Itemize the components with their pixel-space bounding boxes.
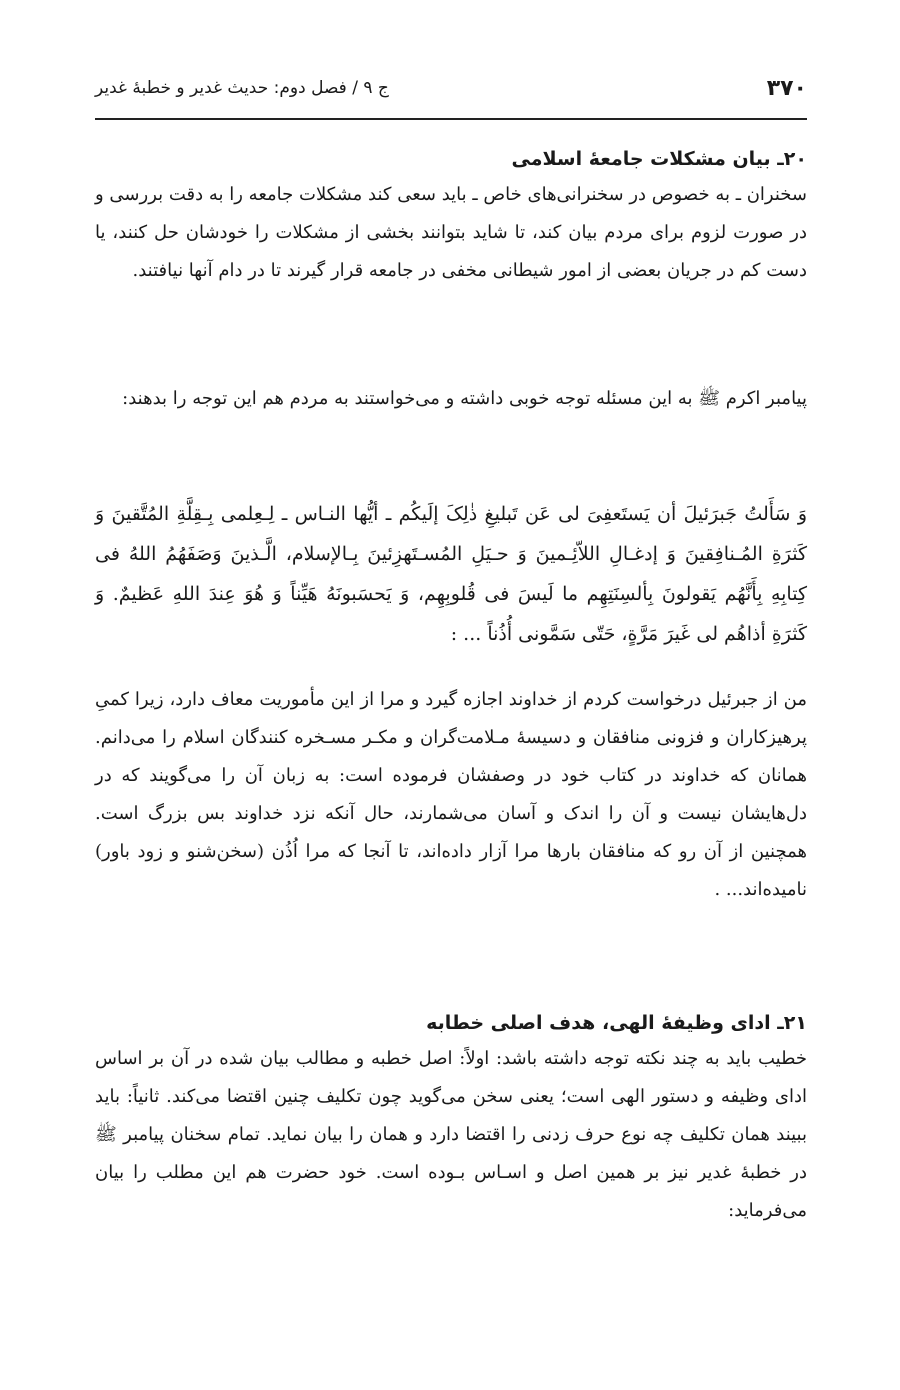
document-page bbox=[95, 0, 807, 1390]
section-heading-20: ۲۰ـ بیان مشکلات جامعهٔ اسلامی bbox=[511, 148, 807, 170]
section-20-paragraph-2: پیامبر اکرم ﷺ به این مسئله توجه خوبی داشته و می‌خواستند به مردم هم این توجه را بدهند: bbox=[122, 388, 807, 409]
running-title: ج ۹ / فصل دوم: حدیث غدیر و خطبهٔ غدیر bbox=[95, 78, 389, 98]
page-header bbox=[95, 72, 807, 120]
section-20-paragraph-3: من از جبرئیل درخواست کردم از خداوند اجازه گیرد و مرا از این مأموریت معاف دارد، زیرا کمیِ پرهیزکاران و فزونی منافقان و دسیسهٔ مـلامت‌گران و مکـر مسـخره کنندگان اسلام را می‌دانم. همانان که خداوند در کتاب خود در وصفشان فرموده است: به زبان آن را می‌گویند که در دل‌هایشان نیست و آن را اندک و آسان می‌شمارند، حال آنکه نزد خداوند بس بزرگ است. همچنین از آن رو که منافقان بارها مرا آزار داده‌اند، تا آنجا که مرا اُذُن (سخن‌شنو و زود باور) نامیده‌اند... . bbox=[95, 689, 807, 900]
arabic-hadith-quote: وَ سَأَلتُ جَبرَئیلَ أن یَستَعفِیَ لی عَن تَبلیغِ ذٰلِکَ إلَیکُم ـ أیُّها النـاس ـ لِـعِلمی بِـقِلَّةِ المُتَّقینَ وَ کَثرَةِ المُـنافِقینَ وَ إدغـالِ اللاّئِـمینَ وَ حـیَلِ المُسـتَهزِئینَ بِـالإسلام، الَّـذینَ وَصَفَهُمُ اللهُ فی کِتابِهِ بِأَنَّهُم یَقولونَ بِألسِنَتِهِم ما لَیسَ فی قُلوبِهِم، وَ یَحسَبونَهُ هَیِّناً وَ هُوَ عِندَ اللهِ عَظیمٌ. وَ کَثرَةِ أذاهُم لی غَیرَ مَرَّةٍ، حَتّی سَمَّونی أُذُناً ... : bbox=[95, 503, 807, 645]
page-number: ۳۷۰ bbox=[766, 76, 807, 101]
section-heading-21: ۲۱ـ ادای وظیفهٔ الهی، هدف اصلی خطابه bbox=[426, 1012, 807, 1034]
section-21-paragraph-1: خطیب باید به چند نکته توجه داشته باشد: اولاً: اصل خطبه و مطالب بیان شده در آن بر اساس ادای وظیفه و دستور الهی است؛ یعنی سخن می‌گوید چون تکلیف چنین اقتضا می‌کند. ثانیاً: باید ببیند همان تکلیف چه نوع حرف زدنی را اقتضا دارد و همان را بیان نماید. تمام سخنان پیامبر ﷺ در خطبهٔ غدیر نیز بر همین اصل و اسـاس بـوده است. خود حضرت هم این مطلب را بیان می‌فرماید: bbox=[95, 1048, 807, 1221]
section-20-paragraph-1: سخنران ـ به خصوص در سخنرانی‌های خاص ـ باید سعی کند مشکلات جامعه را به دقت بررسی و در صورت لزوم برای مردم بیان کند، تا شاید بتوانند بخشی از مشکلات را خودشان حل کنند، یا دست کم در جریان بعضی از امور شیطانی مخفی در جامعه قرار گیرند تا در دام آنها نیافتند. bbox=[95, 184, 807, 281]
